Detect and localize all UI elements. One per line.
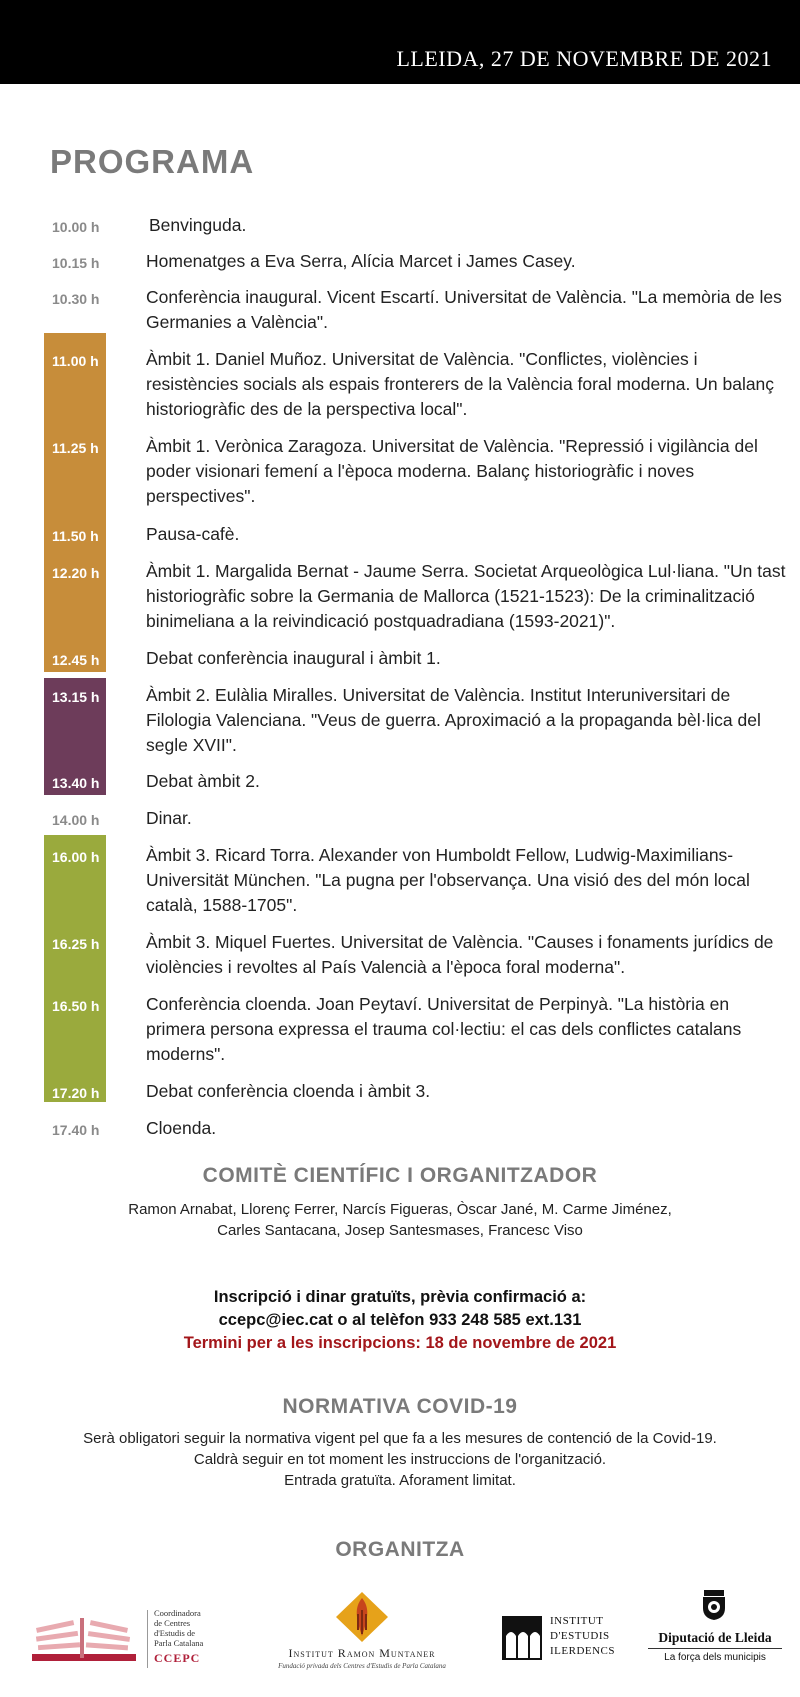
schedule-text: Àmbit 3. Ricard Torra. Alexander von Humboldt Fellow, Ludwig-Maximilians-Universität München. "La pugna per l'observança. Una visió des del món local català, 1588-1705". — [146, 845, 750, 915]
schedule-text: Debat conferència cloenda i àmbit 3. — [146, 1081, 431, 1101]
schedule-text: Àmbit 1. Margalida Bernat - Jaume Serra. Societat Arqueològica Lul·liana. "Un tast historiogràfic sobre la Germania de Mallorca (1521-1523): De la criminalització binimeliana a la reivindicació postquadradiana (1593-2021)". — [146, 561, 786, 631]
schedule-text: Cloenda. — [146, 1118, 217, 1138]
header-bar — [0, 0, 800, 84]
schedule-text: Àmbit 1. Daniel Muñoz. Universitat de València. "Conflictes, violències i resistències socials als espais fronterers de la València foral moderna. Un balanç historiogràfic des de la perspectiva local". — [146, 349, 775, 419]
flame-diamond-icon — [332, 1590, 392, 1642]
schedule-time: 11.50 h — [52, 528, 99, 544]
organizer-logos — [0, 1590, 800, 1680]
schedule-time: 16.50 h — [52, 998, 100, 1014]
schedule-text: Àmbit 2. Eulàlia Miralles. Universitat de València. Institut Interuniversitari de Filologia Valenciana. "Veus de guerra. Aproximació a la propaganda bèl·lica del segle XVII". — [146, 685, 761, 755]
schedule-text: Debat àmbit 2. — [146, 771, 260, 791]
schedule-time: 12.45 h — [52, 652, 100, 668]
comite-title: COMITÈ CIENTÍFIC I ORGANITZADOR — [202, 1164, 598, 1187]
inscripcio-deadline: Termini per a les inscripcions: 18 de novembre de 2021 — [183, 1334, 617, 1352]
inscripcio-line1: Inscripció i dinar gratuïts, prèvia confirmació a: — [213, 1288, 587, 1306]
covid-line2: Caldrà seguir en tot moment les instruccions de l'organització. — [193, 1451, 607, 1468]
comite-members-line2: Carles Santacana, Josep Santesmases, Francesc Viso — [217, 1222, 583, 1239]
inscripcio-contact[interactable]: ccepc@iec.cat o al telèfon 933 248 585 ext.131 — [218, 1311, 582, 1329]
divider — [648, 1648, 782, 1649]
iei-logo — [500, 1614, 620, 1674]
event-date: LLEIDA, 27 DE NOVEMBRE DE 2021 — [396, 46, 772, 71]
schedule-time: 12.20 h — [52, 565, 100, 581]
schedule-text: Benvinguda. — [149, 215, 247, 235]
schedule-text: Pausa-cafè. — [146, 524, 240, 544]
coat-of-arms-icon — [700, 1590, 728, 1620]
divider — [147, 1610, 148, 1668]
schedule-text: Conferència inaugural. Vicent Escartí. Universitat de València. "La memòria de les Germanies a València". — [146, 287, 782, 332]
schedule-time: 16.00 h — [52, 849, 100, 865]
book-icon — [30, 1608, 140, 1672]
schedule-time: 13.40 h — [52, 775, 100, 791]
schedule-text: Debat conferència inaugural i àmbit 1. — [146, 648, 441, 668]
ambit1-band — [44, 333, 106, 672]
diputacio-sub: La força dels municipis — [664, 1652, 766, 1663]
covid-line3: Entrada gratuïta. Aforament limitat. — [284, 1472, 516, 1489]
ambit3-band — [44, 835, 106, 1102]
iei-name: INSTITUT D'ESTUDIS ILERDENCS — [550, 1615, 615, 1657]
building-icon — [500, 1614, 544, 1662]
irm-sub: Fundació privada dels Centres d'Estudis de Parla Catalana — [278, 1662, 446, 1670]
ccepc-logo — [30, 1608, 230, 1672]
irm-name: Institut Ramon Muntaner — [288, 1646, 436, 1660]
schedule-time: 10.30 h — [52, 291, 100, 307]
schedule-text: Dinar. — [146, 808, 192, 828]
covid-line1: Serà obligatori seguir la normativa vigent pel que fa a les mesures de contenció de la Covid-19. — [83, 1430, 717, 1447]
organitza-title: ORGANITZA — [335, 1538, 465, 1561]
schedule-time: 11.25 h — [52, 440, 99, 456]
schedule-time: 13.15 h — [52, 689, 100, 705]
schedule-text: Conferència cloenda. Joan Peytaví. Universitat de Perpinyà. "La història en primera persona expressa el trauma col·lectiu: el cas dels conflictes catalans moderns". — [146, 994, 742, 1064]
schedule-time: 17.20 h — [52, 1085, 100, 1101]
covid-title: NORMATIVA COVID-19 — [282, 1395, 518, 1418]
irm-logo — [262, 1590, 462, 1676]
schedule-text: Homenatges a Eva Serra, Alícia Marcet i James Casey. — [146, 251, 576, 271]
programa-title: PROGRAMA — [50, 143, 255, 180]
schedule-time: 11.00 h — [52, 353, 99, 369]
ccepc-name: Coordinadora de Centres d'Estudis de Parla Catalana CCEPC — [154, 1608, 204, 1665]
schedule-time: 14.00 h — [52, 812, 100, 828]
schedule-time: 10.00 h — [52, 219, 100, 235]
schedule-text: Àmbit 3. Miquel Fuertes. Universitat de València. "Causes i fonaments jurídics de violències i revoltes al País Valencià a l'època foral moderna". — [146, 932, 774, 977]
schedule-time: 10.15 h — [52, 255, 100, 271]
schedule-time: 16.25 h — [52, 936, 100, 952]
schedule-time: 17.40 h — [52, 1122, 100, 1138]
schedule-text: Àmbit 1. Verònica Zaragoza. Universitat de València. "Repressió i vigilància del poder visionari femení a l'època moderna. Balanç historiogràfic i noves perspectives". — [146, 436, 758, 506]
diputacio-logo — [640, 1590, 790, 1676]
diputacio-name: Diputació de Lleida — [658, 1630, 772, 1645]
comite-members-line1: Ramon Arnabat, Llorenç Ferrer, Narcís Figueras, Òscar Jané, M. Carme Jiménez, — [128, 1201, 672, 1218]
